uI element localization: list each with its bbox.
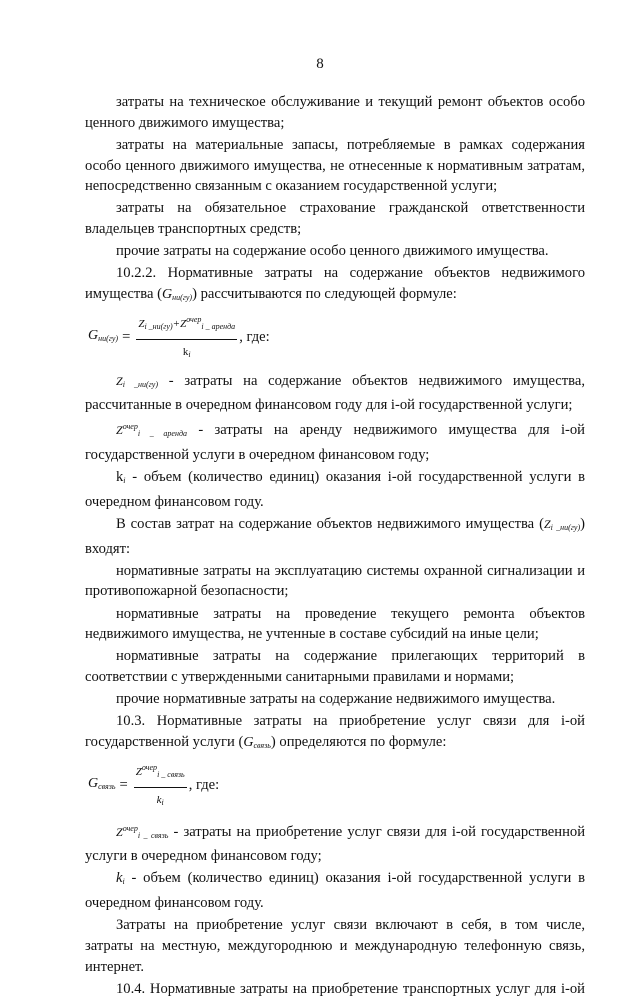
p5-text-before: 10.2.2. Нормативные затраты на содержание объектов недвижимого имущества [85,265,585,302]
formula1-fraction [136,310,237,365]
paragraph-current-repair: нормативные затраты на проведение текущего ремонта объектов недвижимого имущества, не учтенные в составе субсидий на иные цели; [85,605,585,643]
formula-real-estate [85,315,585,361]
definition-k [85,467,585,512]
formula1-denominator: $k_i$ [182,345,191,359]
formula1-where: , где: [239,329,270,346]
definition-z-ni-text: - затраты на содержание объектов недвижимого имущества, рассчитанные в очередном финансовом году для i-ой государственной услуги; [85,372,585,414]
paragraph-composition [85,514,585,559]
definition-z-arenda-text: - затраты на аренду недвижимого имущества для i-ой государственной услуги в очередном финансовом году; [85,422,585,464]
equals-sign: = [122,329,131,346]
symbol-z-ni: $Z_{i \_ни(гу)}$ [116,373,158,389]
formula-communications [85,763,585,809]
p6-text-before: В состав затрат на содержание объектов недвижимого имущества [116,515,535,532]
p11-text-before: 10.3. Нормативные затраты на приобретение услуг связи для i-ой государственной услуги [85,713,585,750]
symbol-k: $k_i$ [116,469,126,486]
p11-text-after: определяются по формуле: [279,733,447,750]
formula2-where: , где: [188,777,220,794]
paragraph-territories: нормативные затраты на содержание прилегающих территорий в соответствии с утвержденными санитарными правилами и нормами; [85,648,585,686]
inline-symbol-z-ni: $(Z_{i \_ни(гу)})$ [539,515,585,532]
formula1-numerator: $Z_{i \_ни(гу)}+Z^{очер}_{i \_ аренда}$ [136,310,237,340]
paragraph-10-3 [85,711,585,756]
definition-k2 [85,868,585,913]
equals-sign: = [119,777,128,794]
definition-z-ni [85,371,585,416]
symbol-z-svyaz: $Z^{очер}_{i \_ связь}$ [116,823,169,840]
symbol-k2: $k_i$ [116,870,125,887]
paragraph-maintenance: затраты на техническое обслуживание и текущий ремонт объектов особо ценного движимого имущества; [85,94,585,131]
definition-z-arenda [85,417,585,465]
paragraph-other-movable: прочие затраты на содержание особо ценного движимого имущества. [116,243,549,260]
document-body [85,92,585,1001]
paragraph-security-system: нормативные затраты на эксплуатацию системы охранной сигнализации и противопожарной безопасности; [85,562,585,600]
page-number: 8 [316,56,324,72]
inline-symbol-g-ni: $(G_{ни(гу)})$ [157,285,197,302]
paragraph-10-4: 10.4. Нормативные затраты на приобретение транспортных услуг для i-ой [116,980,585,997]
symbol-z-arenda: $Z^{очер}_{i \_ аренда}$ [116,422,187,439]
paragraph-10-2-2 [85,263,585,308]
definition-k-text: - объем (количество единиц) оказания i-ой государственной услуги в очередном финансовом году. [85,469,585,510]
paragraph-other-real-estate: прочие нормативные затраты на содержание недвижимого имущества. [116,691,556,708]
paragraph-insurance: затраты на обязательное страхование гражданской ответственности владельцев транспортных средств; [85,200,585,237]
inline-symbol-g-svyaz: $(G_{связь})$ [238,733,276,750]
formula2-numerator: $Z^{очер}_{i \_ связь}$ [134,758,187,788]
definition-z-svyaz-text: - затраты на приобретение услуг связи для i-ой государственной услуги в очередном финансовом году; [85,823,586,865]
definition-z-svyaz [85,819,585,867]
formula2-lhs: $G_{связь}$ [88,776,116,792]
p6-text-after: входят: [85,540,131,557]
p5-text-after: рассчитываются по следующей формуле: [200,285,457,302]
formula2-fraction [134,758,187,813]
paragraph-materials: затраты на материальные запасы, потребляемые в рамках содержания особо ценного движимого имущества, не отнесенные к нормативным затратам, непосредственно связанным с оказанием государственной услуги; [85,136,585,195]
formula2-denominator: $k_i$ [156,793,164,807]
formula1-lhs: $G_{ни(гу)}$ [88,328,119,344]
definition-k2-text: - объем (количество единиц) оказания i-ой государственной услуги в очередном финансовом году. [85,870,585,912]
paragraph-communications-include: Затраты на приобретение услуг связи включают в себя, в том числе, затраты на местную, междугороднюю и международную телефонную связь, интернет. [85,917,585,975]
